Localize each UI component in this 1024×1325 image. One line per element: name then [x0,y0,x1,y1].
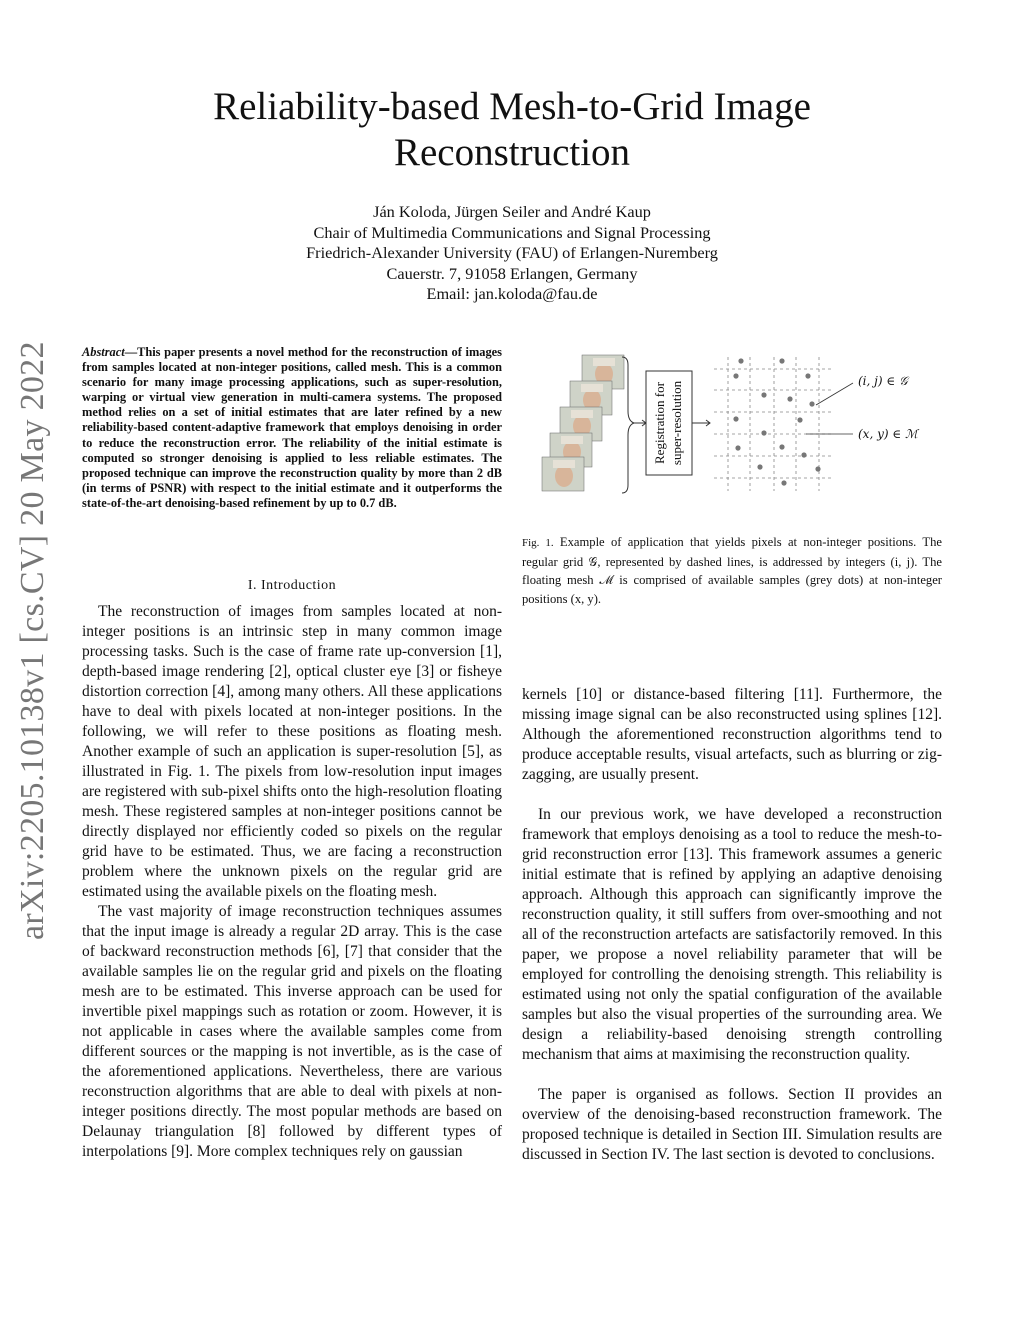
mesh-sample-dot [781,480,786,485]
regular-grid [714,357,834,491]
input-image-stack [542,355,624,491]
right-column-body [522,685,942,1165]
mesh-sample-dot [801,452,806,457]
mesh-sample-dot [733,416,738,421]
intro-paragraph-1: The reconstruction of images from samples located at non-integer positions is an intrinsic step in many common image processing tasks. Such is the case of frame rate up-conversion [1], depth-based image rendering [2], optical cluster eye [3] or fisheye distortion correction [4], among many others. All these applications have to deal with pixels located at non-integer positions. In the following, we will refer to these positions as floating mesh. Another example of such an application is super-resolution [5], as illustrated in Fig. 1. The pixels from low-resolution input images are registered with sub-pixel shifts onto the high-resolution floating mesh. These registered samples at non-integer positions cannot be directly displayed nor efficiently coded so pixels on the regular grid have to be estimated. Thus, we are facing a reconstruction problem where the unknown pixels on the regular grid are estimated using the available pixels on the floating mesh. [82,603,502,900]
mesh-label: (x, y) ∈ ℳ [858,427,918,441]
caption-text: Example of application that yields pixels at non-integer positions. The regular grid 𝒢, represented by dashed lines, is addressed by integers (i, j). The floating mesh ℳ is comprised of available samples (grey dots) at non-integer positions (x, y). [522,535,942,606]
mesh-sample-dot [761,392,766,397]
author-names: Ján Koloda, Jürgen Seiler and André Kaup [373,202,651,221]
email-line: Email: jan.koloda@fau.de [426,284,598,304]
intro-paragraph-2: The vast majority of image reconstruction techniques assumes that the input image is already a regular 2D array. This is the case of backward reconstruction methods [6], [7] that consider that the available samples lie on the regular grid and pixels on the floating mesh are to be estimated. This inverse approach can be used for invertible pixel mappings such as rotation or zoom. However, it is not applicable in cases where the available samples come from different sources or the mapping is not invertible, as is the case of the aforementioned applications. Nevertheless, there are various reconstruction algorithms that are able to deal with pixels at non-integer positions directly. The most popular methods are based on Delaunay triangulation [8] followed by different types of interpolations [9]. More complex techniques rely on gaussian [82,903,502,1160]
intro-paragraph-2-continued: kernels [10] or distance-based filtering [11]. Furthermore, the missing image signal can be also reconstructed using splines [12]. Although the aforementioned reconstruction algorithms tend to produce acceptable results, visual artefacts, such as blurring or zig-zagging, are usually present. [522,686,942,783]
input-image-5 [542,457,584,491]
left-column-body [82,602,502,1162]
caption-label: Fig. 1. [522,537,554,549]
mesh-sample-dot [738,358,743,363]
section-heading-introduction: I. Introduction [247,578,337,593]
mesh-sample-dot [805,373,810,378]
mesh-sample-dot [779,358,784,363]
mesh-sample-dot [787,396,792,401]
affiliation-line-1: Chair of Multimedia Communications and Signal Processing [313,222,711,242]
paper-title: Reliability-based Mesh-to-Grid Image Reconstruction [213,85,811,174]
abstract-label: Abstract [82,345,125,359]
mesh-sample-dot [809,401,814,406]
mesh-sample-dot [779,444,784,449]
mesh-sample-dot [797,417,802,422]
abstract-text: —This paper presents a novel method for the reconstruction of images from samples located at non-integer positions, called mesh. This is a common scenario for many image processing applications, such as super-resolution, warping or virtual view generation in multi-camera systems. The proposed method relies on a set of initial estimates that are later refined by a new reliability-based content-adaptive framework that employs denoising in order to reduce the reconstruction error. The reliability of the initial estimate is computed so stronger denoising is applied to less reliable estimates. The proposed technique can improve the reconstruction quality by more than 2 dB (in terms of PSNR) with respect to the initial estimate and it outperforms the state-of-the-art denoising-based refinement by up to 0.7 dB. [82,345,502,510]
mesh-sample-dot [815,466,820,471]
mesh-sample-dot [733,373,738,378]
registration-label-line-1: Registration for [652,382,667,464]
mesh-sample-dot [757,464,762,469]
figure-1-caption [522,533,942,608]
mesh-sample-dot [735,445,740,450]
intro-paragraph-4: The paper is organised as follows. Section II provides an overview of the denoising-based reconstruction framework. The proposed technique is detailed in Section III. Simulation results are discussed in Section IV. The last section is devoted to conclusions. [522,1086,942,1163]
grid-pointer-line [816,383,853,405]
arxiv-identifier: arXiv:2205.10138v1 [cs.CV] 20 May 2022 [14,341,51,940]
author-block [212,202,812,305]
grid-label: (i, j) ∈ 𝒢 [858,374,908,388]
figure-1 [538,345,948,500]
intro-paragraph-3: In our previous work, we have developed a reconstruction framework that employs denoising as a tool to reduce the mesh-to-grid reconstruction error [13]. This framework assumes a generic initial estimate that is refined by applying an adaptive denoising approach. Although this approach can significantly improve the reconstruction quality, it still suffers from over-smoothing and not all of the reconstruction artefacts are satisfactorily removed. In this paper, we propose a novel reliability parameter that will be employed for controlling the denoising strength. This reliability is estimated using not only the spatial configuration of the available samples but also the visual properties of the surrounding area. We design a reliability-based denoising strength controlling mechanism that aims at maximising the reconstruction quality. [522,806,942,1063]
registration-label-line-2: super-resolution [669,380,684,466]
floating-mesh [733,358,820,485]
affiliation-line-2: Friedrich-Alexander University (FAU) of Erlangen-Nuremberg [306,243,718,263]
address-line: Cauerstr. 7, 91058 Erlangen, Germany [386,263,638,283]
mesh-sample-dot [761,430,766,435]
abstract [82,345,502,511]
